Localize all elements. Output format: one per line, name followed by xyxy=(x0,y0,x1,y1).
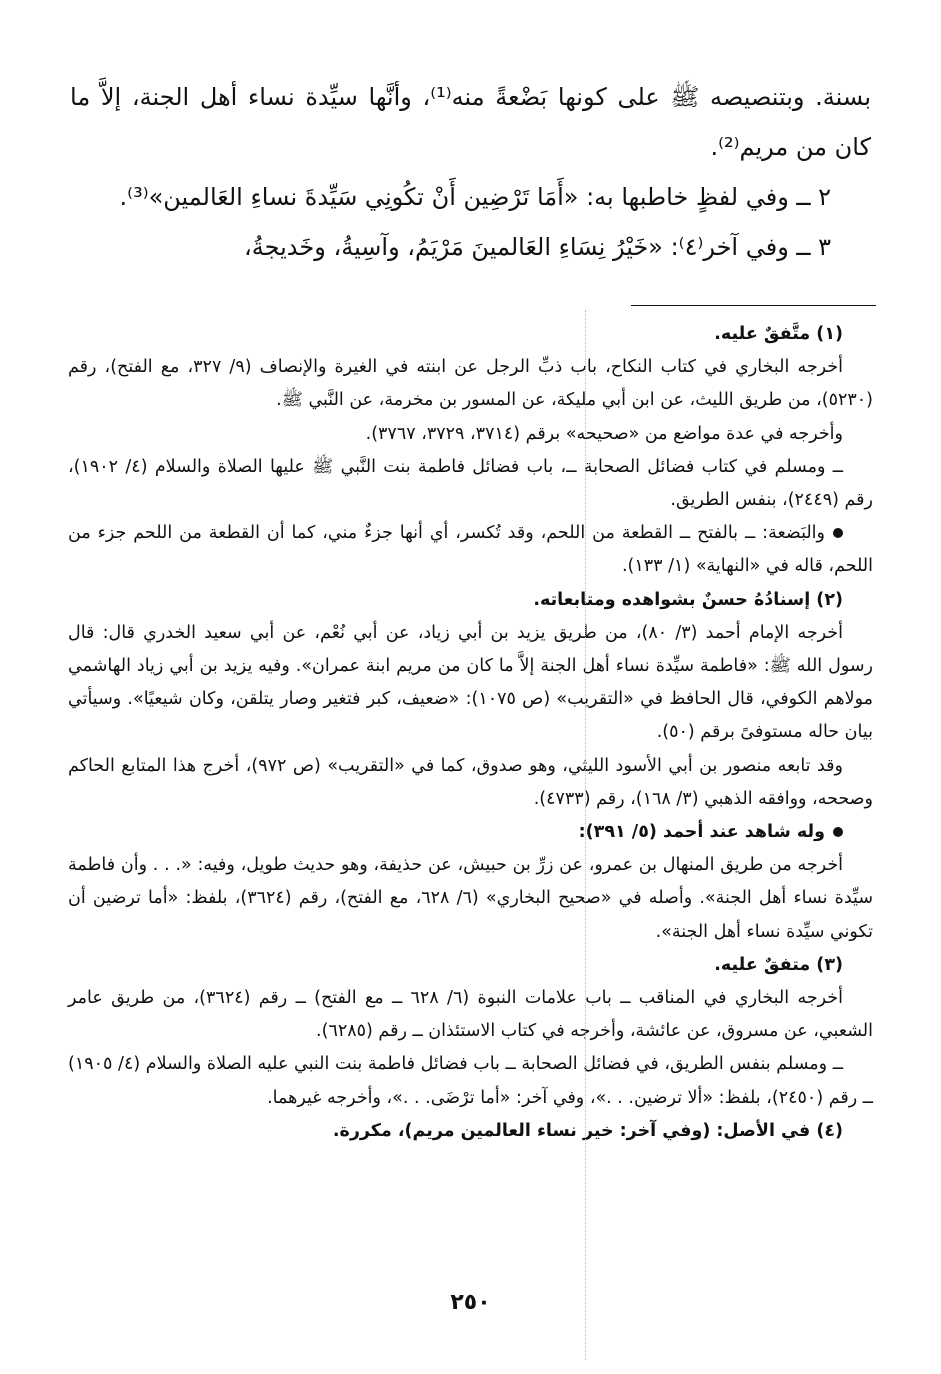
bullet-icon xyxy=(833,827,843,837)
bullet-icon xyxy=(833,528,843,538)
footnote-2-note-text: وله شاهد عند أحمد (٥/ ٣٩١): xyxy=(578,822,825,843)
footnotes xyxy=(68,318,873,1148)
main-item-3: ٣ ــ وفي آخر⁽٤⁾: «خَيْرُ نِسَاءِ العَالمينَ مَرْيَمُ، وآسِيةُ، وخَديجةُ، xyxy=(244,233,831,261)
scan-artifact-line xyxy=(585,310,586,1360)
footnote-1-note xyxy=(68,517,873,583)
main-item-2: ٢ ــ وفي لفظٍ خاطبها به: «أَمَا تَرْضِين أَنْ تكُونِي سَيِّدةَ نساءِ العَالمين»⁽³⁾. xyxy=(119,183,831,211)
footnote-3-text: أخرجه البخاري في المناقب ــ باب علامات النبوة (٦/ ٦٢٨ ــ مع الفتح) ــ رقم (٣٦٢٤)، من طريق عامر الشعبي، عن مسروق، عن عائشة، وأخرجه في كتاب الاستئذان ــ رقم (٦٢٨٥). xyxy=(68,988,873,1042)
footnote-2-note xyxy=(68,816,873,849)
footnote-3-text: ــ ومسلم بنفس الطريق، في فضائل الصحابة ــ باب فضائل فاطمة بنت النبي عليه الصلاة والسلام (٤/ ١٩٠٥) ــ رقم (٢٤٥٠)، بلفظ: «ألا ترضين. . .»، وفي آخر: «أما ترْضَى. . .»، وأخرجه غيرهما. xyxy=(68,1054,873,1108)
footnote-4-heading: (٤) في الأصل: (وفي آخر: خير نساء العالمين مريم)، مكررة. xyxy=(332,1120,843,1141)
main-paragraph: بسنة. وبتنصيصه ﷺ على كونها بَضْعةً منه⁽¹⁾، وأنَّها سيِّدة نساء أهل الجنة، إلاَّ ما كان من مريم⁽²⁾. xyxy=(70,83,872,161)
footnote-1-text: وأخرجه في عدة مواضع من «صحيحه» برقم (٣٧١٤، ٣٧٢٩، ٣٧٦٧). xyxy=(365,423,843,444)
footnote-1-heading: (١) متَّفقٌ عليه. xyxy=(714,324,843,344)
footnote-1-text: ــ ومسلم في كتاب فضائل الصحابة ــ، باب فضائل فاطمة بنت النَّبي ﷺ عليها الصلاة والسلام (٤/ ١٩٠٢)، رقم (٢٤٤٩)، بنفس الطريق. xyxy=(68,456,873,511)
footnote-2-text: أخرجه الإمام أحمد (٣/ ٨٠)، من طريق يزيد بن أبي زياد، عن أبي نُعْم، عن أبي سعيد الخدري قال: قال رسول الله ﷺ: «فاطمة سيِّدة نساء أهل الجنة إلاَّ ما كان من مريم ابنة عمران». وفيه يزيد بن أبي زياد الهاشمي مولاهم الكوفي، قال الحافظ في «التقريب» (ص ١٠٧٥): «ضعيف، كبر فتغير وصار يتلقن، وكان شيعيًا». وسيأتي بيان حاله مستوفىً برقم (٥٠). xyxy=(68,622,873,743)
footnote-1-note-text: والبَضعة: ــ بالفتح ــ القطعة من اللحم، وقد تُكسر، أي أنها جزءٌ مني، كما أن القطعة من اللحم جزء من اللحم، قاله في «النهاية» (١/ ١٣٣). xyxy=(68,523,873,577)
page-number: ٢٥٠ xyxy=(450,1290,491,1315)
footnote-2-text: أخرجه من طريق المنهال بن عمرو، عن زرِّ بن حبيش، عن حذيفة، وهو حديث طويل، وفيه: «. . . وأن فاطمة سيِّدة نساء أهل الجنة». وأصله في «صحيح البخاري» (٦/ ٦٢٨، مع الفتح)، رقم (٣٦٢٤)، بلفظ: «أما ترضين أن تكوني سيِّدة نساء أهل الجنة». xyxy=(68,855,873,942)
footnote-divider xyxy=(631,305,876,306)
main-text xyxy=(70,72,871,272)
footnote-2-heading: (٢) إسنادُهُ حسنٌ بشواهده ومتابعاته. xyxy=(533,589,843,610)
footnote-3-heading: (٣) متفقٌ عليه. xyxy=(714,954,843,975)
footnote-1-text: أخرجه البخاري في كتاب النكاح، باب ذبِّ الرجل عن ابنته في الغيرة والإنصاف (٩/ ٣٢٧، مع الفتح)، رقم (٥٢٣٠)، من طريق الليث، عن ابن أبي مليكة، عن المسور بن مخرمة، عن النَّبي ﷺ. xyxy=(68,357,873,411)
footnote-2-text: وقد تابعه منصور بن أبي الأسود الليثي، وهو صدوق، كما في «التقريب» (ص ٩٧٢)، أخرج هذا المتابع الحاكم وصححه، ووافقه الذهبي (٣/ ١٦٨)، رقم (٤٧٣٣). xyxy=(68,755,873,809)
